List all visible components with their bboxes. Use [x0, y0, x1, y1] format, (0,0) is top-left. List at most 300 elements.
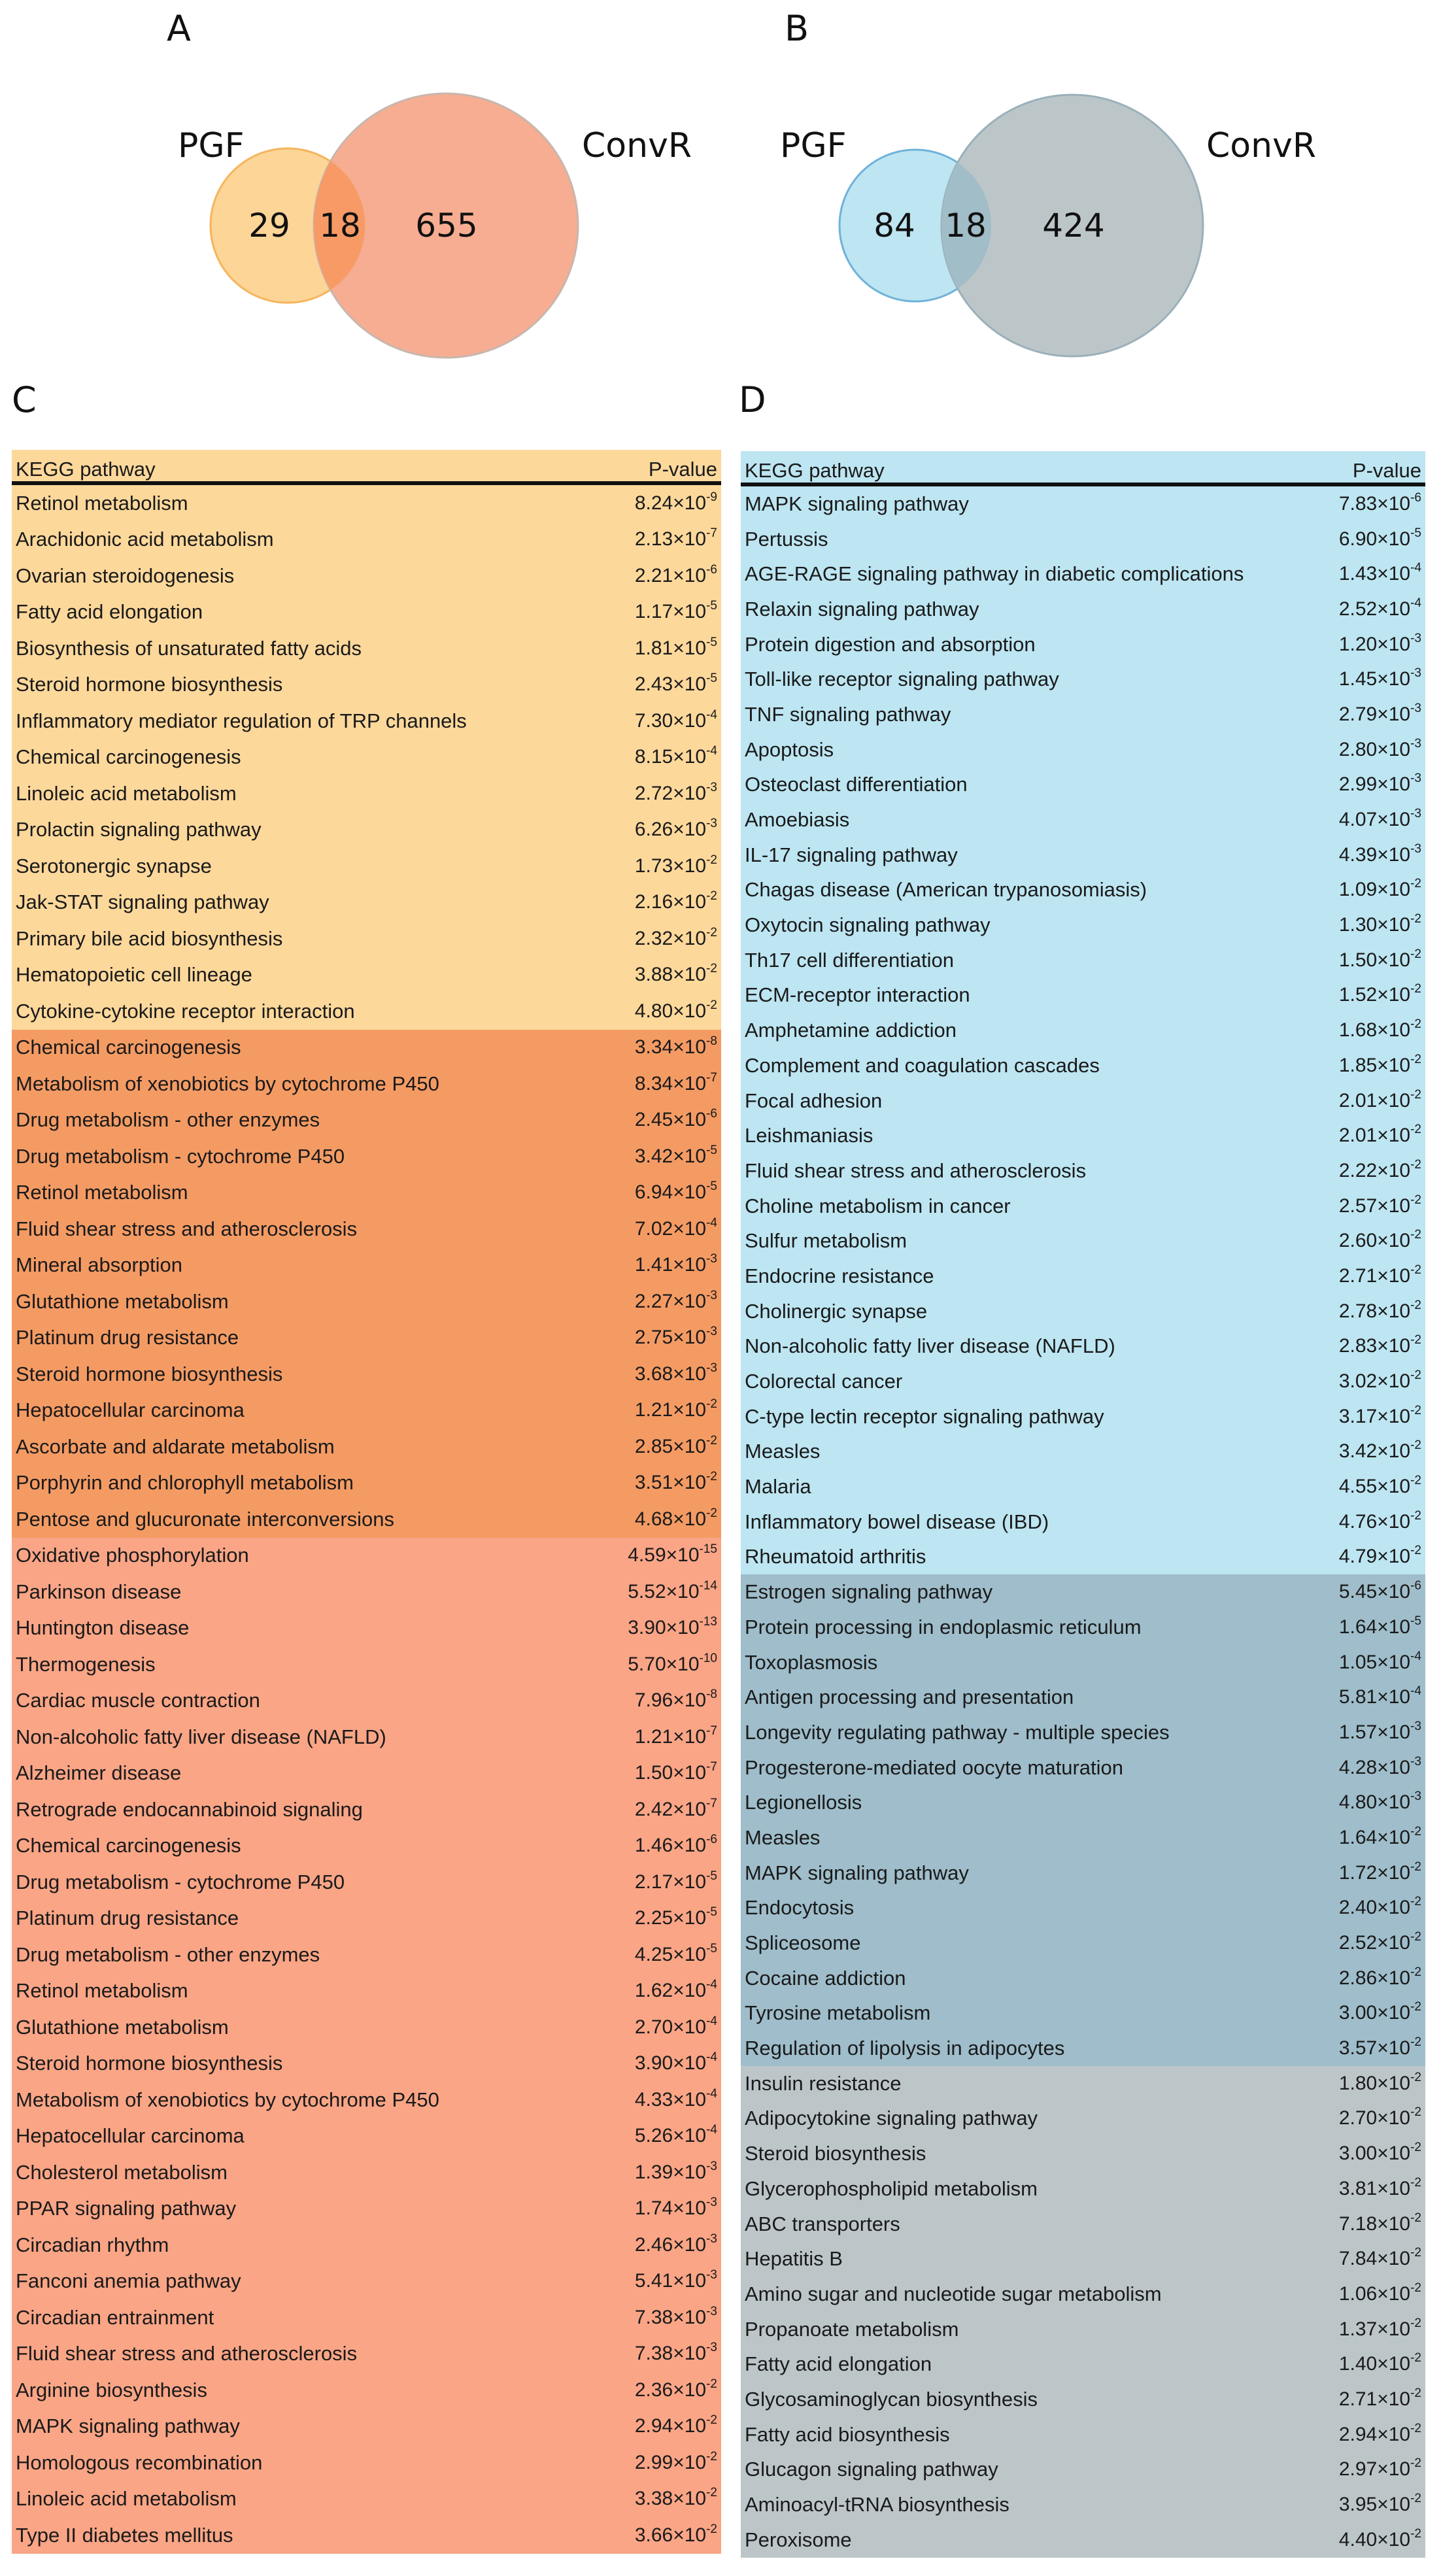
pathway-name: Non-alcoholic fatty liver disease (NAFLD): [745, 1334, 1115, 1358]
p-value: [1339, 2458, 1421, 2481]
p-value-exponent: -2: [1410, 1228, 1421, 1242]
table-row: [741, 592, 1425, 627]
p-value-exponent: -2: [706, 1470, 717, 1484]
venn-diagram-a: [0, 0, 719, 366]
p-value: [1339, 1300, 1421, 1323]
pathway-name: Propanoate metabolism: [745, 2317, 959, 2341]
p-value: [1339, 1686, 1421, 1708]
p-value-mantissa: 6.90×10: [1338, 528, 1411, 550]
pathway-name: Fluid shear stress and atherosclerosis: [16, 2342, 358, 2365]
p-value-mantissa: 4.28×10: [1338, 1756, 1411, 1778]
p-value-mantissa: 5.26×10: [634, 2125, 707, 2147]
p-value-exponent: -2: [1410, 1474, 1421, 1488]
pathway-name: Toll-like receptor signaling pathway: [745, 668, 1059, 691]
pathway-name: Tyrosine metabolism: [745, 2001, 931, 2025]
table-row: [741, 1013, 1425, 1048]
table-row: [741, 2312, 1425, 2347]
p-value-exponent: -4: [1410, 596, 1421, 610]
p-value-exponent: -2: [1410, 2211, 1421, 2225]
table-row: [12, 812, 721, 849]
p-value-exponent: -2: [1410, 2492, 1421, 2506]
pathway-name: Steroid hormone biosynthesis: [16, 1362, 283, 1385]
p-value: [635, 1109, 717, 1131]
p-value-exponent: -2: [1410, 1368, 1421, 1383]
p-value-exponent: -3: [706, 2304, 717, 2318]
venn-a-pgf-only-count: 29: [248, 207, 290, 245]
table-row: [741, 1750, 1425, 1786]
pathway-name: Toxoplasmosis: [745, 1650, 878, 1674]
p-value-exponent: -2: [1410, 2526, 1421, 2541]
p-value-mantissa: 4.80×10: [1338, 1791, 1411, 1814]
pathway-name: Regulation of lipolysis in adipocytes: [745, 2037, 1065, 2060]
pathway-name: Malaria: [745, 1475, 811, 1499]
table-row: [741, 1118, 1425, 1153]
table-row: [12, 522, 721, 558]
table-row: [741, 1434, 1425, 1470]
table-row: [741, 697, 1425, 732]
p-value-exponent: -7: [706, 1760, 717, 1774]
pathway-name: Choline metabolism in cancer: [745, 1194, 1011, 1217]
pathway-name: Mineral absorption: [16, 1253, 183, 1277]
p-value: [628, 1544, 717, 1567]
p-value: [1338, 490, 1421, 515]
table-row: [741, 732, 1425, 768]
table-row: [12, 1610, 721, 1647]
pathway-name: PPAR signaling pathway: [16, 2197, 237, 2220]
pathway-name: ECM-receptor interaction: [745, 983, 970, 1007]
p-value: [635, 2415, 717, 2437]
p-value: [635, 964, 717, 986]
pathway-name: Huntington disease: [16, 1616, 190, 1640]
p-value-exponent: -2: [1410, 1438, 1421, 1453]
table-row: [741, 907, 1425, 943]
p-value-exponent: -3: [706, 2341, 717, 2355]
table-body: [741, 486, 1425, 2558]
p-value-exponent: -4: [706, 707, 717, 722]
p-value: [1339, 1019, 1421, 1042]
venn-a-pgf-label: PGF: [178, 126, 245, 165]
p-value-exponent: -2: [1410, 2316, 1421, 2330]
pathway-name: Steroid biosynthesis: [745, 2142, 926, 2165]
p-value-mantissa: 8.34×10: [634, 1072, 707, 1094]
p-value-mantissa: 2.94×10: [1338, 2423, 1411, 2445]
pathway-name: Pertussis: [745, 527, 828, 551]
pathway-name: Endocrine resistance: [745, 1264, 934, 1287]
p-value: [635, 1036, 717, 1059]
table-row: [741, 1294, 1425, 1329]
pathway-name: Drug metabolism - cytochrome P450: [16, 1144, 345, 1168]
p-value: [1339, 949, 1421, 972]
p-value-exponent: -2: [1410, 877, 1421, 891]
p-value: [634, 562, 717, 587]
p-value: [635, 2161, 717, 2184]
table-row: [12, 1791, 721, 1828]
p-value: [634, 1215, 717, 1240]
table-row: [12, 848, 721, 885]
p-value-exponent: -3: [706, 1288, 717, 1302]
p-value: [1339, 2037, 1421, 2059]
venn-b-convr-label: ConvR: [1206, 126, 1316, 165]
table-row: [12, 1247, 721, 1284]
p-value-mantissa: 5.70×10: [628, 1653, 700, 1675]
p-value: [1339, 773, 1421, 796]
table-row: [12, 1393, 721, 1429]
table-row: [741, 1223, 1425, 1259]
p-value: [1339, 1335, 1421, 1357]
p-value: [1338, 1157, 1421, 1182]
p-value-exponent: -2: [1410, 1263, 1421, 1277]
p-value-exponent: -2: [1410, 947, 1421, 961]
table-row: [741, 873, 1425, 908]
p-value-exponent: -5: [706, 635, 717, 649]
pathway-name: Oxidative phosphorylation: [16, 1544, 249, 1567]
table-row: [741, 1996, 1425, 2031]
p-value-mantissa: 2.86×10: [1338, 1967, 1411, 1989]
p-value-mantissa: 2.52×10: [1338, 598, 1411, 620]
table-row: [12, 1646, 721, 1683]
table-row: [741, 1680, 1425, 1715]
p-value-mantissa: 1.62×10: [634, 1980, 707, 2002]
p-value: [1339, 1791, 1421, 1814]
p-value-exponent: -5: [1410, 1614, 1421, 1628]
pathway-name: Type II diabetes mellitus: [16, 2523, 233, 2547]
table-row: [741, 522, 1425, 557]
p-value: [635, 2270, 717, 2292]
pathway-name: Measles: [745, 1440, 821, 1463]
pathway-name: Endocytosis: [745, 1896, 855, 1920]
pathway-name: Glycerophospholipid metabolism: [745, 2177, 1038, 2200]
table-row: [741, 1891, 1425, 1926]
p-value: [635, 2125, 717, 2147]
p-value: [1339, 2248, 1421, 2270]
p-value-exponent: -2: [1410, 2105, 1421, 2120]
p-value: [634, 1723, 717, 1748]
pathway-name: Linoleic acid metabolism: [16, 2487, 237, 2511]
table-row: [741, 1540, 1425, 1575]
p-value-mantissa: 7.38×10: [634, 2306, 707, 2328]
p-value-mantissa: 5.45×10: [1338, 1581, 1411, 1603]
pathway-name: Fluid shear stress and atherosclerosis: [16, 1217, 358, 1240]
p-value-mantissa: 2.97×10: [1338, 2458, 1411, 2481]
p-value: [1339, 1230, 1421, 1252]
p-value: [1339, 1897, 1421, 1919]
p-value-exponent: -3: [1410, 771, 1421, 786]
p-value-exponent: -2: [1410, 2175, 1421, 2190]
table-row: [12, 1138, 721, 1175]
p-value-mantissa: 1.09×10: [1338, 879, 1411, 901]
p-value-exponent: -3: [1410, 1719, 1421, 1733]
p-value-mantissa: 2.42×10: [634, 1798, 707, 1820]
table-row: [12, 775, 721, 812]
venn-b-pgf-label: PGF: [780, 126, 847, 165]
p-value-mantissa: 2.57×10: [1338, 1195, 1411, 1217]
table-row: [741, 2171, 1425, 2207]
p-value-mantissa: 3.66×10: [634, 2524, 707, 2546]
p-value: [634, 2086, 717, 2111]
p-value-exponent: -3: [706, 780, 717, 794]
table-row: [12, 1211, 721, 1247]
p-value: [635, 1363, 717, 1385]
p-value: [635, 1254, 717, 1276]
p-value-mantissa: 1.64×10: [1338, 1826, 1411, 1848]
table-row: [12, 1283, 721, 1320]
p-value-mantissa: 1.21×10: [634, 1399, 707, 1421]
p-value-exponent: -2: [1410, 2070, 1421, 2084]
table-row: [12, 2263, 721, 2300]
p-value: [1339, 1476, 1421, 1498]
pathway-name: Prolactin signaling pathway: [16, 818, 262, 841]
p-value: [635, 1762, 717, 1784]
pathway-name: Aminoacyl-tRNA biosynthesis: [745, 2493, 1009, 2517]
p-value: [635, 2343, 717, 2365]
p-value-exponent: -3: [706, 2268, 717, 2282]
p-value: [1339, 1616, 1421, 1638]
pathway-name: Fatty acid elongation: [16, 600, 203, 624]
pathway-name: Inflammatory mediator regulation of TRP channels: [16, 709, 467, 732]
p-value: [1338, 2526, 1421, 2551]
pathway-name: MAPK signaling pathway: [16, 2415, 240, 2438]
table-row: [741, 838, 1425, 873]
p-value-exponent: -6: [706, 1833, 717, 1847]
p-value: [1338, 1754, 1421, 1779]
p-value: [1339, 1265, 1421, 1287]
table-row: [741, 2136, 1425, 2171]
p-value-mantissa: 2.22×10: [1338, 1159, 1411, 1181]
p-value-exponent: -5: [706, 1143, 717, 1157]
pathway-name: Retinol metabolism: [16, 1181, 188, 1204]
table-row: [741, 2417, 1425, 2452]
pathway-name: Chemical carcinogenesis: [16, 745, 241, 769]
p-value: [1339, 703, 1421, 726]
pathway-name: Protein processing in endoplasmic reticulum: [745, 1615, 1142, 1638]
p-value: [1339, 668, 1421, 690]
p-value-mantissa: 2.45×10: [634, 1109, 707, 1131]
p-value-mantissa: 2.40×10: [1338, 1897, 1411, 1919]
p-value-exponent: -3: [706, 2231, 717, 2246]
pathway-name: Fluid shear stress and atherosclerosis: [745, 1159, 1087, 1182]
p-value-exponent: -3: [1410, 1754, 1421, 1769]
p-value-mantissa: 1.37×10: [1338, 2318, 1411, 2340]
p-value-exponent: -3: [706, 2159, 717, 2173]
kegg-table-d: [741, 451, 1425, 2558]
p-value: [635, 746, 717, 768]
p-value: [634, 2231, 717, 2256]
pathway-name: Drug metabolism - other enzymes: [16, 1942, 320, 1966]
p-value: [628, 1578, 717, 1603]
pathway-name: Colorectal cancer: [745, 1370, 903, 1393]
table-row: [12, 1175, 721, 1212]
p-value-exponent: -2: [1410, 2351, 1421, 2365]
table-row: [741, 2452, 1425, 2488]
table-row: [12, 630, 721, 667]
table-row: [12, 594, 721, 631]
p-value-mantissa: 2.71×10: [1338, 1264, 1411, 1287]
p-value: [1339, 2213, 1421, 2235]
table-row: [12, 1973, 721, 2010]
header-pathway: KEGG pathway: [745, 459, 885, 482]
header-pvalue: P-value: [1352, 459, 1421, 482]
table-row: [12, 2118, 721, 2155]
table-row: [12, 1683, 721, 1720]
pathway-name: Drug metabolism - other enzymes: [16, 1108, 320, 1132]
p-value-exponent: -2: [1410, 2456, 1421, 2471]
pathway-name: Parkinson disease: [16, 1580, 182, 1603]
p-value: [628, 1653, 717, 1676]
p-value-mantissa: 2.60×10: [1338, 1230, 1411, 1252]
p-value-exponent: -2: [1410, 1298, 1421, 1312]
table-row: [741, 1961, 1425, 1996]
p-value-mantissa: 2.94×10: [634, 2415, 707, 2437]
p-value: [1338, 1052, 1421, 1077]
p-value: [1338, 1859, 1421, 1884]
table-row: [741, 556, 1425, 592]
p-value-exponent: -2: [1410, 1017, 1421, 1032]
pathway-name: Glycosaminoglycan biosynthesis: [745, 2387, 1038, 2411]
table-row: [741, 2382, 1425, 2417]
p-value-mantissa: 4.76×10: [1338, 1510, 1411, 1533]
p-value-exponent: -2: [1410, 2035, 1421, 2050]
table-row: [12, 2481, 721, 2518]
pathway-name: Serotonergic synapse: [16, 854, 212, 877]
p-value-mantissa: 7.18×10: [1338, 2212, 1411, 2235]
table-row: [12, 703, 721, 739]
p-value-exponent: -5: [706, 1179, 717, 1194]
p-value-exponent: -14: [699, 1578, 717, 1593]
p-value-exponent: -2: [706, 2522, 717, 2536]
p-value: [1339, 1581, 1421, 1603]
pathway-name: Platinum drug resistance: [16, 1907, 239, 1930]
venn-b-convr-only-count: 424: [1042, 207, 1105, 245]
p-value-mantissa: 3.17×10: [1338, 1405, 1411, 1427]
table-row: [12, 1030, 721, 1066]
venn-b-pgf-only-count: 84: [873, 207, 915, 245]
pathway-name: Homologous recombination: [16, 2450, 263, 2474]
pathway-name: Sulfur metabolism: [745, 1229, 907, 1253]
p-value-mantissa: 1.50×10: [634, 1762, 707, 1784]
pathway-name: Progesterone-mediated oocyte maturation: [745, 1755, 1123, 1779]
table-row: [741, 1083, 1425, 1119]
table-row: [741, 2207, 1425, 2242]
pathway-name: Cholinergic synapse: [745, 1299, 928, 1323]
pathway-name: Measles: [745, 1825, 821, 1849]
pathway-name: Oxytocin signaling pathway: [745, 913, 991, 937]
table-row: [12, 1066, 721, 1102]
p-value-exponent: -2: [1410, 2246, 1421, 2260]
pathway-name: ABC transporters: [745, 2212, 900, 2235]
p-value-mantissa: 2.72×10: [634, 782, 707, 804]
p-value-exponent: -4: [1410, 1684, 1421, 1699]
pathway-name: Drug metabolism - cytochrome P450: [16, 1870, 345, 1893]
p-value: [635, 2379, 717, 2401]
p-value: [1338, 1508, 1421, 1533]
p-value: [635, 673, 717, 696]
p-value-exponent: -5: [706, 1941, 717, 1956]
p-value: [1339, 528, 1421, 551]
p-value: [1339, 1546, 1421, 1568]
p-value: [1338, 631, 1421, 656]
table-row: [12, 2009, 721, 2046]
p-value-mantissa: 2.21×10: [634, 564, 707, 586]
p-value-mantissa: 3.00×10: [1338, 2002, 1411, 2024]
p-value-exponent: -10: [699, 1651, 717, 1665]
p-value-mantissa: 8.15×10: [634, 746, 707, 768]
p-value-mantissa: 1.73×10: [634, 855, 707, 877]
p-value-exponent: -2: [1410, 1895, 1421, 1909]
p-value-exponent: -2: [1410, 1508, 1421, 1523]
p-value-mantissa: 2.79×10: [1338, 703, 1411, 725]
p-value-mantissa: 2.17×10: [634, 1871, 707, 1893]
table-row: [741, 768, 1425, 803]
p-value-exponent: -2: [706, 1397, 717, 1412]
p-value-exponent: -3: [1410, 807, 1421, 821]
p-value-mantissa: 1.72×10: [1338, 1861, 1411, 1884]
p-value-exponent: -3: [1410, 631, 1421, 645]
p-value: [635, 1181, 717, 1204]
header-pvalue: P-value: [648, 458, 717, 481]
p-value-mantissa: 2.75×10: [634, 1327, 707, 1349]
table-row: [12, 2372, 721, 2409]
table-row: [741, 2241, 1425, 2277]
pathway-name: MAPK signaling pathway: [745, 492, 969, 515]
p-value-exponent: -6: [706, 1107, 717, 1121]
p-value-exponent: -2: [1410, 1123, 1421, 1137]
p-value-mantissa: 1.50×10: [1338, 949, 1411, 971]
p-value-mantissa: 4.07×10: [1338, 809, 1411, 831]
p-value: [1339, 2107, 1421, 2129]
pathway-name: Focal adhesion: [745, 1089, 883, 1112]
table-row: [12, 1501, 721, 1538]
table-row: [12, 1901, 721, 1937]
table-row: [741, 662, 1425, 697]
p-value: [1339, 2388, 1421, 2411]
p-value-mantissa: 2.01×10: [1338, 1089, 1411, 1111]
p-value-exponent: -3: [1410, 701, 1421, 715]
table-row: [12, 2445, 721, 2481]
p-value: [1339, 563, 1421, 585]
p-value-exponent: -2: [706, 962, 717, 976]
p-value-mantissa: 7.84×10: [1338, 2248, 1411, 2270]
p-value-exponent: -2: [1410, 1333, 1421, 1347]
p-value-mantissa: 7.83×10: [1338, 492, 1411, 515]
p-value-exponent: -2: [1410, 982, 1421, 996]
p-value-exponent: -3: [706, 1252, 717, 1266]
table-row: [741, 1364, 1425, 1399]
p-value: [1338, 1087, 1421, 1112]
p-value-mantissa: 2.13×10: [634, 528, 707, 551]
p-value-mantissa: 1.06×10: [1338, 2282, 1411, 2305]
p-value-exponent: -2: [1410, 2421, 1421, 2435]
venn-a-overlap-count: 18: [319, 207, 361, 245]
p-value: [1339, 1125, 1421, 1147]
table-row: [12, 921, 721, 957]
p-value: [635, 1907, 717, 1929]
pathway-name: Th17 cell differentiation: [745, 948, 954, 972]
pathway-name: Cardiac muscle contraction: [16, 1689, 260, 1712]
table-row: [741, 2347, 1425, 2382]
p-value-mantissa: 1.43×10: [1338, 563, 1411, 585]
p-value-mantissa: 1.17×10: [634, 601, 707, 623]
p-value-mantissa: 5.81×10: [1338, 1686, 1411, 1708]
p-value: [1339, 1195, 1421, 1217]
p-value-mantissa: 3.81×10: [1338, 2177, 1411, 2199]
p-value-mantissa: 4.25×10: [634, 1943, 707, 1965]
pathway-name: Amphetamine addiction: [745, 1019, 957, 1042]
table-row: [12, 1864, 721, 1901]
p-value: [634, 925, 717, 950]
pathway-name: Retinol metabolism: [16, 1979, 188, 2003]
p-value: [1339, 1967, 1421, 1990]
pathway-name: Amoebiasis: [745, 808, 850, 832]
